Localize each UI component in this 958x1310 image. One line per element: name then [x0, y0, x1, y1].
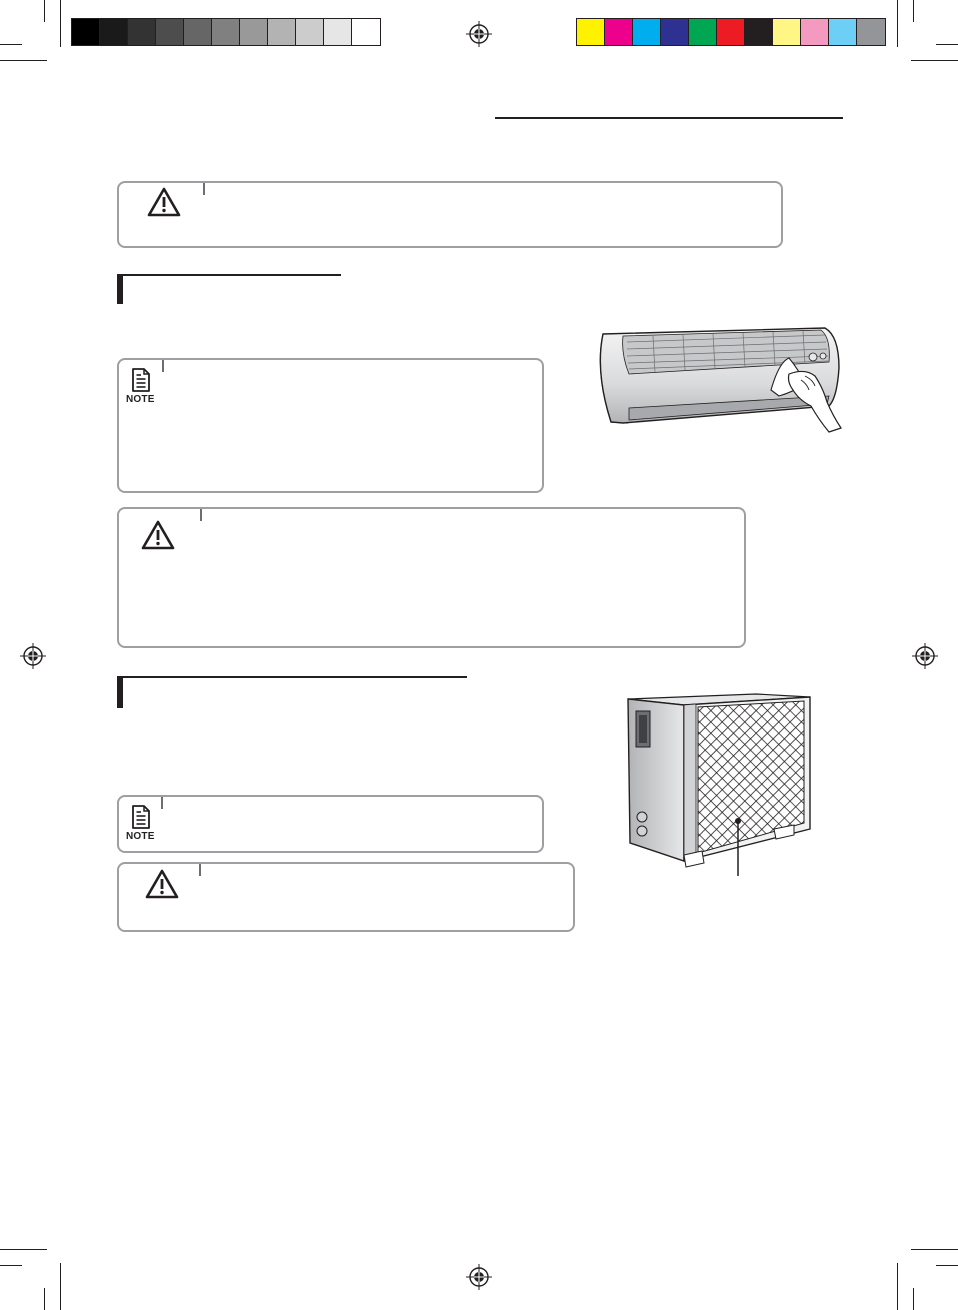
color-swatch	[773, 19, 801, 45]
color-swatch	[128, 19, 156, 45]
color-swatch	[352, 19, 380, 45]
color-swatch	[212, 19, 240, 45]
color-swatch	[717, 19, 745, 45]
color-swatch	[156, 19, 184, 45]
color-swatch	[829, 19, 857, 45]
section-heading-outdoor	[117, 676, 467, 704]
registration-target-icon	[466, 1264, 492, 1290]
registration-target-icon	[912, 643, 938, 669]
color-swatch	[801, 19, 829, 45]
color-swatch	[100, 19, 128, 45]
registration-target-icon	[20, 643, 46, 669]
header-rule	[495, 117, 843, 119]
color-calibration-bar	[576, 18, 886, 46]
note-box	[117, 358, 544, 493]
color-swatch	[240, 19, 268, 45]
note-label: NOTE	[126, 394, 155, 405]
caution-box	[117, 862, 575, 932]
note-document-icon	[131, 805, 151, 829]
caution-triangle-icon	[146, 186, 182, 218]
caution-triangle-icon	[144, 868, 180, 900]
note-box	[117, 795, 544, 853]
section-heading-indoor	[117, 274, 341, 302]
color-swatch	[605, 19, 633, 45]
color-swatch	[689, 19, 717, 45]
color-swatch	[661, 19, 689, 45]
note-label: NOTE	[126, 831, 155, 842]
caution-box	[117, 507, 746, 648]
note-document-icon	[131, 368, 151, 392]
color-swatch	[633, 19, 661, 45]
color-swatch	[296, 19, 324, 45]
color-swatch	[745, 19, 773, 45]
color-swatch	[184, 19, 212, 45]
caution-box	[117, 181, 783, 248]
caution-triangle-icon	[140, 519, 176, 551]
registration-target-icon	[466, 21, 492, 47]
color-swatch	[324, 19, 352, 45]
color-swatch	[577, 19, 605, 45]
grayscale-calibration-bar	[71, 18, 381, 46]
color-swatch	[72, 19, 100, 45]
outdoor-unit-illustration	[626, 693, 814, 877]
color-swatch	[857, 19, 885, 45]
color-swatch	[268, 19, 296, 45]
indoor-unit-cleaning-illustration	[593, 322, 845, 434]
